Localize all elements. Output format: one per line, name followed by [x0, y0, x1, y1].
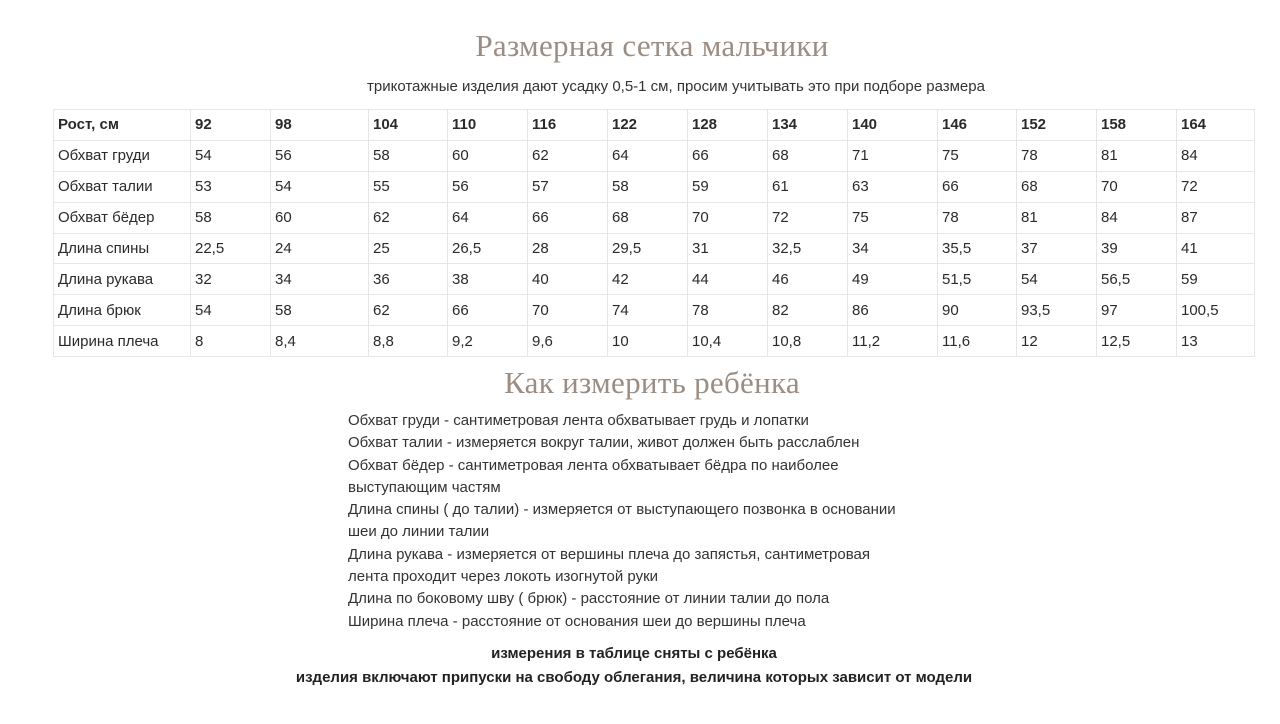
table-row: [54, 140, 1255, 171]
value-cell: 54: [1017, 264, 1097, 295]
value-cell: 32: [191, 264, 271, 295]
value-cell: 68: [608, 202, 688, 233]
value-cell: 57: [528, 171, 608, 202]
row-label-cell: Длина спины: [54, 233, 191, 264]
value-cell: 59: [688, 171, 768, 202]
value-cell: 84: [1177, 140, 1255, 171]
value-cell: 12: [1017, 326, 1097, 357]
value-cell: 78: [1017, 140, 1097, 171]
table-row: [54, 202, 1255, 233]
value-cell: 81: [1097, 140, 1177, 171]
header-cell: Рост, см: [54, 110, 191, 141]
table-header-row: [54, 110, 1255, 141]
value-cell: 56,5: [1097, 264, 1177, 295]
value-cell: 71: [848, 140, 938, 171]
table-row: [54, 171, 1255, 202]
value-cell: 86: [848, 295, 938, 326]
value-cell: 78: [688, 295, 768, 326]
measured-on-child-note: измерения в таблице сняты с ребёнка: [491, 645, 777, 662]
shrinkage-note: трикотажные изделия дают усадку 0,5-1 см, просим учитывать это при подборе размера: [367, 78, 985, 95]
value-cell: 34: [271, 264, 369, 295]
value-cell: 10,4: [688, 326, 768, 357]
value-cell: 28: [528, 233, 608, 264]
table-row: [54, 295, 1255, 326]
value-cell: 58: [369, 140, 448, 171]
value-cell: 58: [608, 171, 688, 202]
instruction-line: лента проходит через локоть изогнутой руки: [348, 568, 659, 586]
value-cell: 90: [938, 295, 1017, 326]
value-cell: 66: [688, 140, 768, 171]
value-cell: 87: [1177, 202, 1255, 233]
value-cell: 68: [1017, 171, 1097, 202]
value-cell: 54: [191, 140, 271, 171]
row-label-cell: Обхват груди: [54, 140, 191, 171]
row-label-cell: Ширина плеча: [54, 326, 191, 357]
value-cell: 12,5: [1097, 326, 1177, 357]
value-cell: 35,5: [938, 233, 1017, 264]
value-cell: 62: [369, 202, 448, 233]
header-cell: 140: [848, 110, 938, 141]
header-cell: 164: [1177, 110, 1255, 141]
header-cell: 104: [369, 110, 448, 141]
value-cell: 8,4: [271, 326, 369, 357]
value-cell: 70: [528, 295, 608, 326]
value-cell: 24: [271, 233, 369, 264]
value-cell: 13: [1177, 326, 1255, 357]
value-cell: 66: [528, 202, 608, 233]
value-cell: 54: [191, 295, 271, 326]
instruction-line: Ширина плеча - расстояние от основания шеи до вершины плеча: [348, 612, 806, 630]
value-cell: 10: [608, 326, 688, 357]
header-cell: 134: [768, 110, 848, 141]
value-cell: 97: [1097, 295, 1177, 326]
instruction-line: Обхват бёдер - сантиметровая лента обхватывает бёдра по наиболее: [348, 456, 839, 474]
row-label-cell: Обхват бёдер: [54, 202, 191, 233]
instruction-line: Обхват талии - измеряется вокруг талии, живот должен быть расслаблен: [348, 434, 860, 452]
value-cell: 72: [1177, 171, 1255, 202]
value-cell: 58: [271, 295, 369, 326]
value-cell: 62: [369, 295, 448, 326]
header-cell: 110: [448, 110, 528, 141]
value-cell: 66: [938, 171, 1017, 202]
header-cell: 152: [1017, 110, 1097, 141]
value-cell: 8: [191, 326, 271, 357]
value-cell: 42: [608, 264, 688, 295]
value-cell: 56: [271, 140, 369, 171]
value-cell: 31: [688, 233, 768, 264]
value-cell: 82: [768, 295, 848, 326]
value-cell: 60: [448, 140, 528, 171]
value-cell: 84: [1097, 202, 1177, 233]
row-label-cell: Длина рукава: [54, 264, 191, 295]
value-cell: 56: [448, 171, 528, 202]
table-row: [54, 326, 1255, 357]
instruction-line: Длина спины ( до талии) - измеряется от выступающего позвонка в основании: [348, 501, 896, 519]
value-cell: 46: [768, 264, 848, 295]
instruction-line: Длина по боковому шву ( брюк) - расстояние от линии талии до пола: [348, 590, 830, 608]
row-label-cell: Обхват талии: [54, 171, 191, 202]
size-table: [53, 109, 1255, 357]
value-cell: 11,2: [848, 326, 938, 357]
value-cell: 29,5: [608, 233, 688, 264]
header-cell: 92: [191, 110, 271, 141]
measurement-instructions: [348, 410, 968, 633]
value-cell: 39: [1097, 233, 1177, 264]
value-cell: 61: [768, 171, 848, 202]
value-cell: 55: [369, 171, 448, 202]
header-cell: 122: [608, 110, 688, 141]
value-cell: 66: [448, 295, 528, 326]
value-cell: 10,8: [768, 326, 848, 357]
page-title: Размерная сетка мальчики: [475, 28, 829, 63]
value-cell: 11,6: [938, 326, 1017, 357]
value-cell: 58: [191, 202, 271, 233]
table-body: [54, 140, 1255, 356]
instruction-line: шеи до линии талии: [348, 523, 490, 541]
header-cell: 116: [528, 110, 608, 141]
value-cell: 100,5: [1177, 295, 1255, 326]
value-cell: 70: [688, 202, 768, 233]
value-cell: 49: [848, 264, 938, 295]
value-cell: 93,5: [1017, 295, 1097, 326]
value-cell: 59: [1177, 264, 1255, 295]
table-row: [54, 264, 1255, 295]
header-cell: 146: [938, 110, 1017, 141]
value-cell: 22,5: [191, 233, 271, 264]
value-cell: 40: [528, 264, 608, 295]
value-cell: 81: [1017, 202, 1097, 233]
value-cell: 41: [1177, 233, 1255, 264]
value-cell: 74: [608, 295, 688, 326]
value-cell: 25: [369, 233, 448, 264]
value-cell: 70: [1097, 171, 1177, 202]
value-cell: 62: [528, 140, 608, 171]
value-cell: 44: [688, 264, 768, 295]
value-cell: 9,6: [528, 326, 608, 357]
instruction-line: Обхват груди - сантиметровая лента обхватывает грудь и лопатки: [348, 412, 809, 429]
value-cell: 60: [271, 202, 369, 233]
value-cell: 9,2: [448, 326, 528, 357]
value-cell: 53: [191, 171, 271, 202]
header-cell: 128: [688, 110, 768, 141]
value-cell: 34: [848, 233, 938, 264]
value-cell: 75: [848, 202, 938, 233]
header-cell: 98: [271, 110, 369, 141]
value-cell: 64: [448, 202, 528, 233]
value-cell: 51,5: [938, 264, 1017, 295]
row-label-cell: Длина брюк: [54, 295, 191, 326]
instruction-line: выступающим частям: [348, 478, 501, 496]
fit-allowance-note: изделия включают припуски на свободу облегания, величина которых зависит от модели: [295, 669, 973, 686]
instruction-line: Длина рукава - измеряется от вершины плеча до запястья, сантиметровая: [348, 545, 870, 563]
value-cell: 63: [848, 171, 938, 202]
value-cell: 36: [369, 264, 448, 295]
header-cell: 158: [1097, 110, 1177, 141]
value-cell: 26,5: [448, 233, 528, 264]
value-cell: 78: [938, 202, 1017, 233]
value-cell: 37: [1017, 233, 1097, 264]
value-cell: 75: [938, 140, 1017, 171]
value-cell: 72: [768, 202, 848, 233]
table-row: [54, 233, 1255, 264]
value-cell: 64: [608, 140, 688, 171]
value-cell: 8,8: [369, 326, 448, 357]
how-to-measure-title: Как измерить ребёнка: [504, 365, 800, 400]
value-cell: 32,5: [768, 233, 848, 264]
value-cell: 38: [448, 264, 528, 295]
value-cell: 68: [768, 140, 848, 171]
value-cell: 54: [271, 171, 369, 202]
